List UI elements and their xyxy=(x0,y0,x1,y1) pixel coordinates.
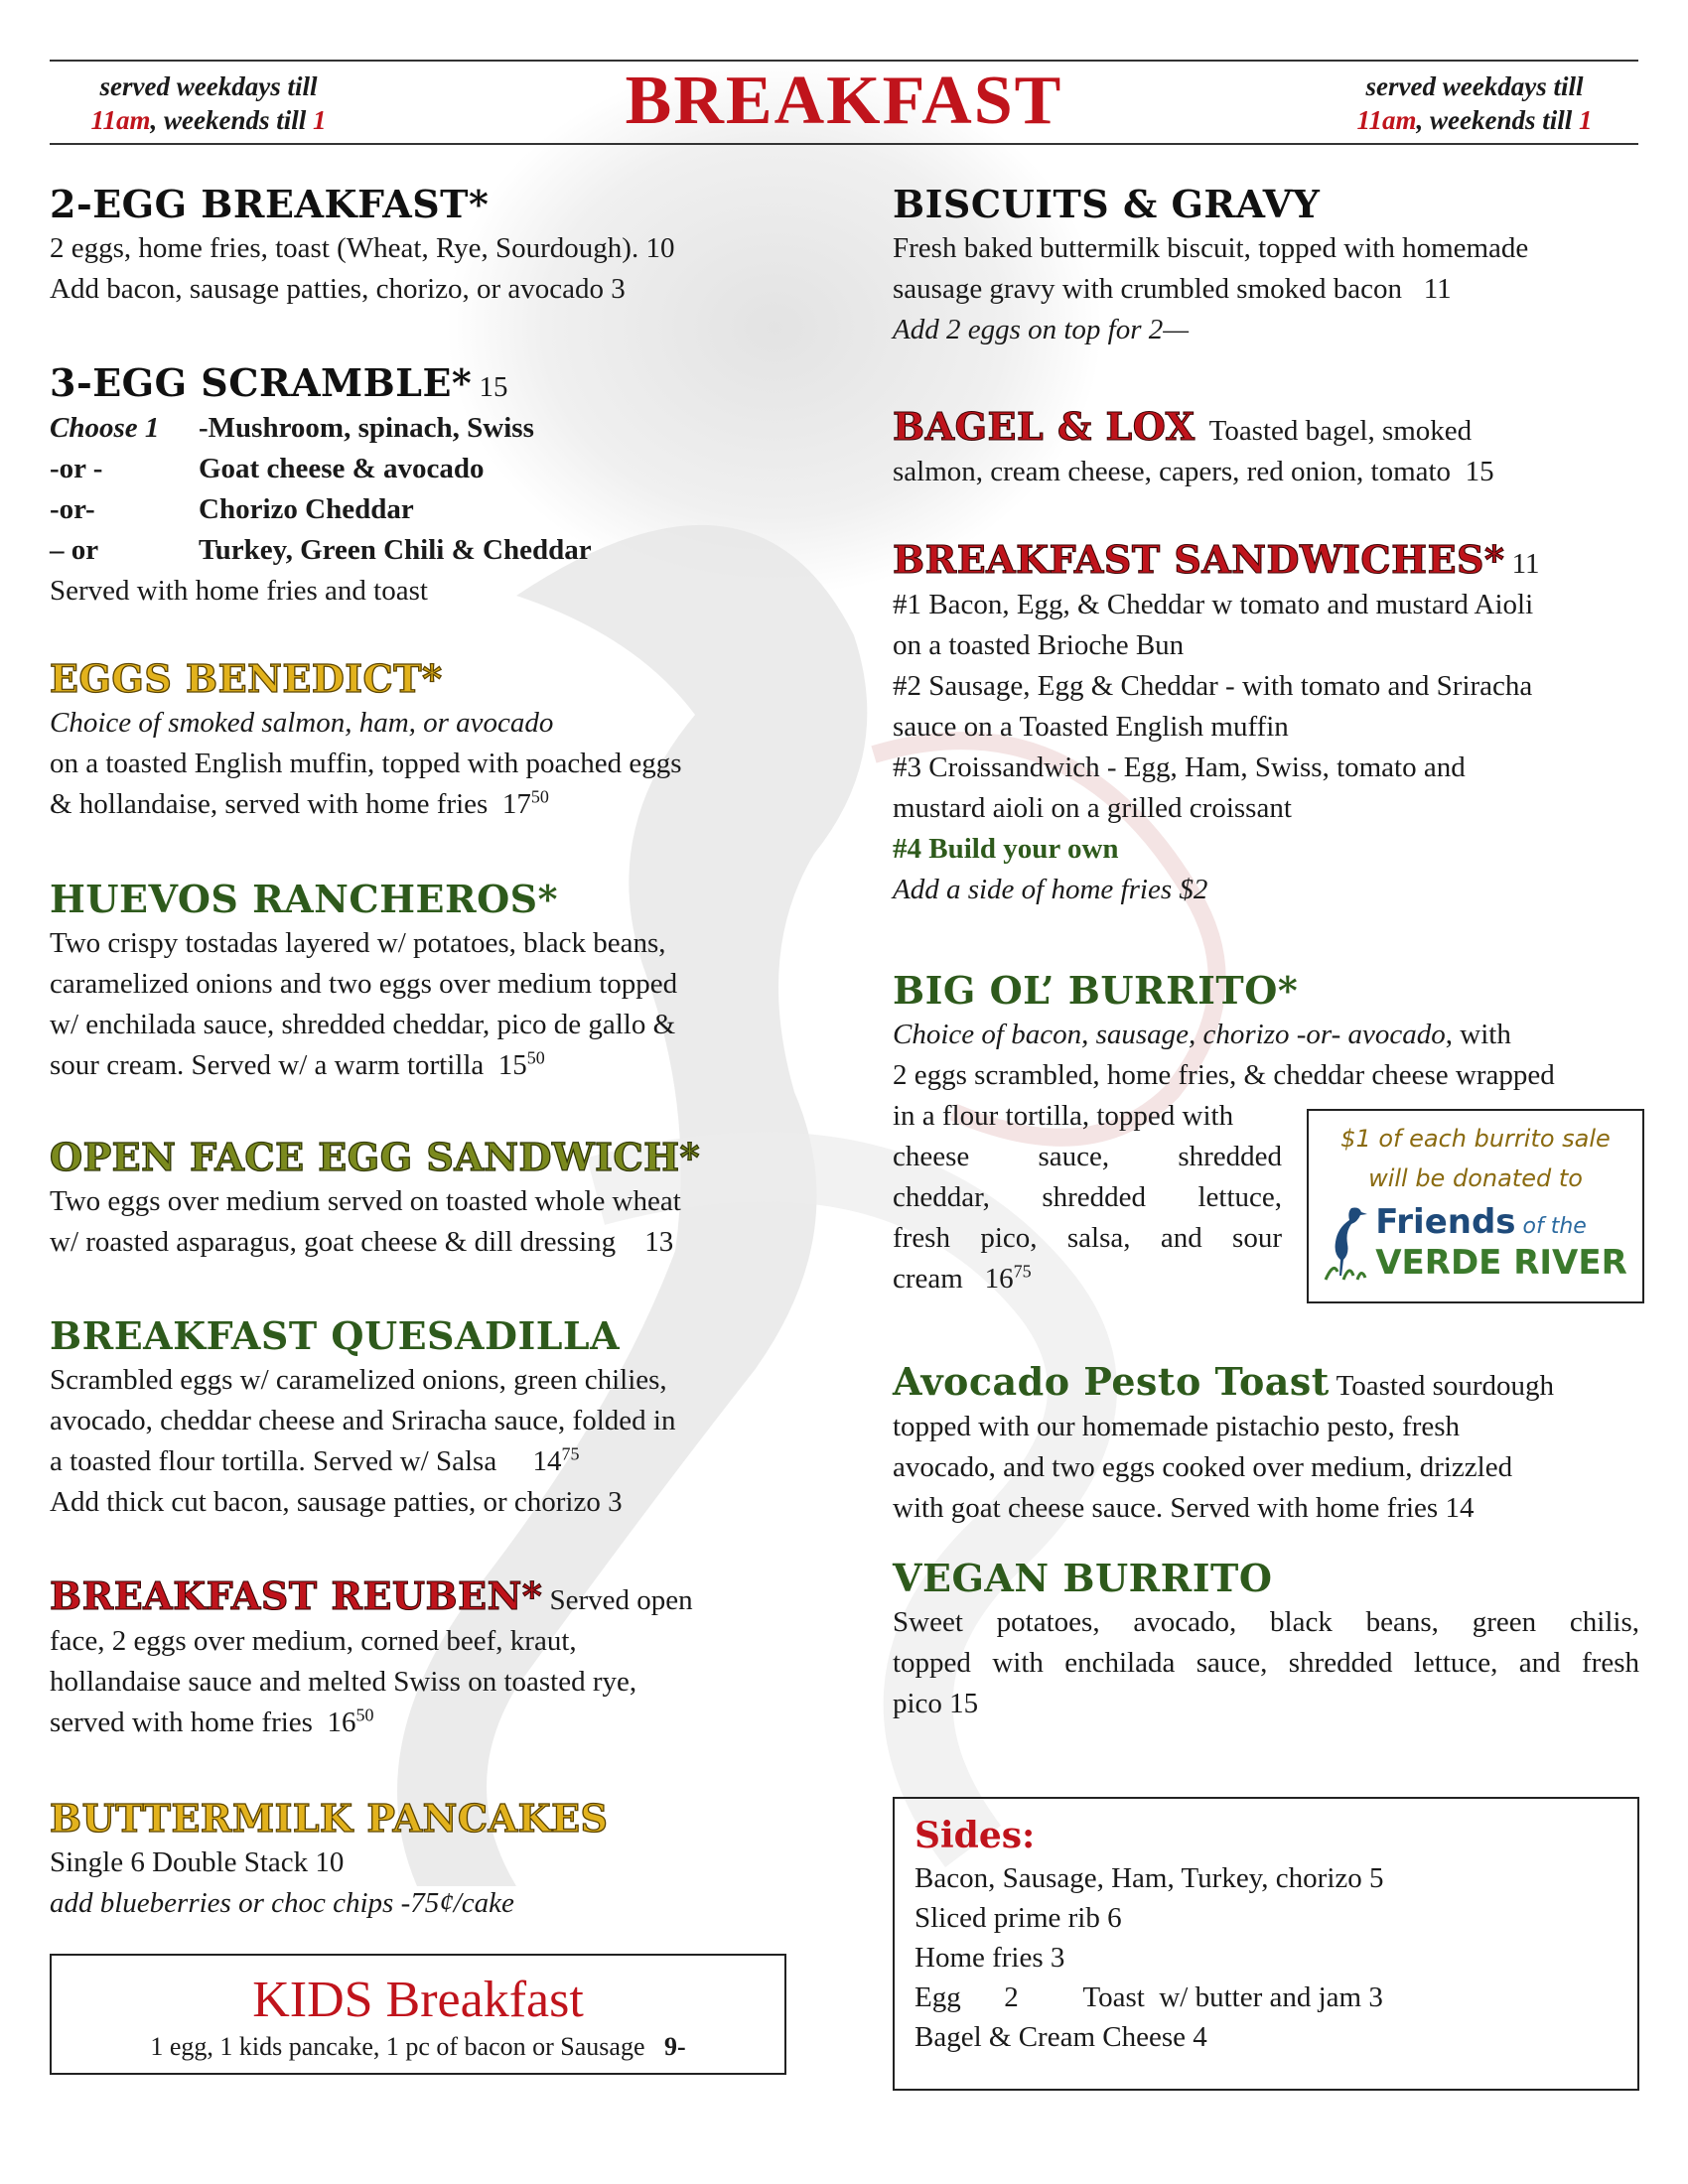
sides-title: Sides: xyxy=(914,1815,1036,1856)
page-title: BREAKFAST xyxy=(625,63,1063,139)
side-item: Bacon, Sausage, Ham, Turkey, chorizo 5 xyxy=(914,1862,1384,1894)
item-title: BISCUITS & GRAVY xyxy=(893,182,1321,226)
item-title: BREAKFAST REUBEN* xyxy=(50,1573,543,1618)
item-title: VEGAN BURRITO xyxy=(893,1556,1273,1600)
item-breakfast-reuben: BREAKFAST REUBEN* Served open face, 2 eggs over medium, corned beef, kraut, hollandaise sauce and melted Swiss on toasted rye, served with home fries $16^{50}$ xyxy=(50,1573,693,1738)
friends-verde-river-logo: Friends of the VERDE RIVER xyxy=(1309,1202,1642,1282)
item-open-face-egg-sandwich: OPEN FACE EGG SANDWICH* Two eggs over medium served on toasted whole wheat w/ roasted asparagus, goat cheese & dill dressing 13 xyxy=(50,1134,834,1263)
kids-title: KIDS Breakfast xyxy=(252,1972,584,2028)
item-biscuits-gravy: BISCUITS & GRAVY Fresh baked buttermilk biscuit, topped with homemade sausage gravy with crumbled smoked bacon 11 Add 2 eggs on top for 2— xyxy=(893,181,1647,350)
item-title: BREAKFAST QUESADILLA xyxy=(50,1313,621,1358)
side-item: Home fries 3 xyxy=(914,1942,1065,1974)
item-buttermilk-pancakes: BUTTERMILK PANCAKES Single 6 Double Stack 10 add blueberries or choc chips -75¢/cake xyxy=(50,1795,804,1924)
item-title: Avocado Pesto Toast xyxy=(893,1359,1330,1404)
item-huevos-rancheros: HUEVOS RANCHEROS* Two crispy tostadas layered w/ potatoes, black beans, caramelized onions and two eggs over medium topped w/ enchilada sauce, shredded cheddar, pico de gallo & sour cream. Served w/ a warm tortilla $15^{50}$ xyxy=(50,876,824,1086)
header-bottom-rule xyxy=(50,143,1638,145)
hours-note-left: served weekdays till 11am, weekends till 1 xyxy=(90,71,327,135)
sides-box xyxy=(893,1797,1639,2091)
side-item: Bagel & Cream Cheese 4 xyxy=(914,2021,1207,2053)
kids-breakfast-box: KIDS Breakfast 1 egg, 1 kids pancake, 1 pc of bacon or Sausage 9- xyxy=(50,1954,786,2075)
item-title: HUEVOS RANCHEROS* xyxy=(50,877,558,921)
heron-icon xyxy=(1324,1202,1369,1282)
item-eggs-benedict: EGGS BENEDICT* Choice of smoked salmon, ham, or avocado on a toasted English muffin, topped with poached eggs & hollandaise, served with home fries $17^{50}$ xyxy=(50,655,804,825)
item-title: OPEN FACE EGG SANDWICH* xyxy=(50,1135,700,1179)
item-title: 3-EGG SCRAMBLE* xyxy=(50,360,473,405)
hours-note-right: served weekdays till 11am, weekends till 1 xyxy=(1356,71,1593,135)
item-2-egg-breakfast: 2-EGG BREAKFAST* 2 eggs, home fries, toast (Wheat, Rye, Sourdough). 10 Add bacon, sausage patties, chorizo, or avocado 3 xyxy=(50,181,804,310)
item-title: BAGEL & LOX xyxy=(893,404,1196,449)
item-title: BUTTERMILK PANCAKES xyxy=(50,1796,609,1841)
donation-notice-box: $1 of each burrito sale will be donated to Friends of the VERDE RIVER xyxy=(1307,1109,1644,1303)
item-breakfast-sandwiches: BREAKFAST SANDWICHES* 11 #1 Bacon, Egg, & Cheddar w tomato and mustard Aioli on a toasted Brioche Bun #2 Sausage, Egg & Cheddar - with tomato and Sriracha sauce on a Toasted English muffin #3 Croissandwich - Egg, Ham, Swiss, tomato and mustard aioli on a grilled croissant #4 Build your own Add a side of home fries $2 xyxy=(893,537,1540,905)
item-title: BREAKFAST SANDWICHES* xyxy=(893,537,1505,582)
side-item: Egg 2 Toast w/ butter and jam 3 xyxy=(914,1981,1383,2013)
item-title: EGGS BENEDICT* xyxy=(50,656,443,701)
item-bagel-lox: BAGEL & LOX Toasted bagel, smoked salmon, cream cheese, capers, red onion, tomato 15 xyxy=(893,404,1494,487)
item-3-egg-scramble: 3-EGG SCRAMBLE* 15 Choose 1 -Mushroom, spinach, Swiss -or - Goat cheese & avocado -or- Chorizo Cheddar – or Turkey, Green Chili & Cheddar Served with home fries and toast xyxy=(50,360,592,607)
side-item: Sliced prime rib 6 xyxy=(914,1902,1122,1934)
item-title: BIG OL’ BURRITO* xyxy=(893,968,1299,1013)
item-breakfast-quesadilla: BREAKFAST QUESADILLA Scrambled eggs w/ caramelized onions, green chilies, avocado, cheddar cheese and Sriracha sauce, folded in a toasted flour tortilla. Served w/ Salsa $14^{75}$ Add thick cut bacon, sausage patties, or chorizo 3 xyxy=(50,1312,834,1523)
item-vegan-burrito: VEGAN BURRITO Sweet potatoes, avocado, black beans, green chilis, topped with enchilada sauce, shredded lettuce, and fresh pico 15 xyxy=(893,1556,1639,1719)
item-big-ol-burrito: BIG OL’ BURRITO* Choice of bacon, sausage, chorizo -or- avocado, with 2 eggs scrambled, home fries, & cheddar cheese wrapped in a flour tortilla, topped with cheese sauce, shredded cheddar, shredded lettuce, fresh pico, salsa, and sour cream $16^{75}$ xyxy=(893,967,1647,1299)
item-avocado-pesto-toast: Avocado Pesto Toast Toasted sourdough topped with our homemade pistachio pesto, fresh avocado, and two eggs cooked over medium, drizzled with goat cheese sauce. Served with home fries 14 xyxy=(893,1359,1555,1524)
item-title: 2-EGG BREAKFAST* xyxy=(50,182,490,226)
